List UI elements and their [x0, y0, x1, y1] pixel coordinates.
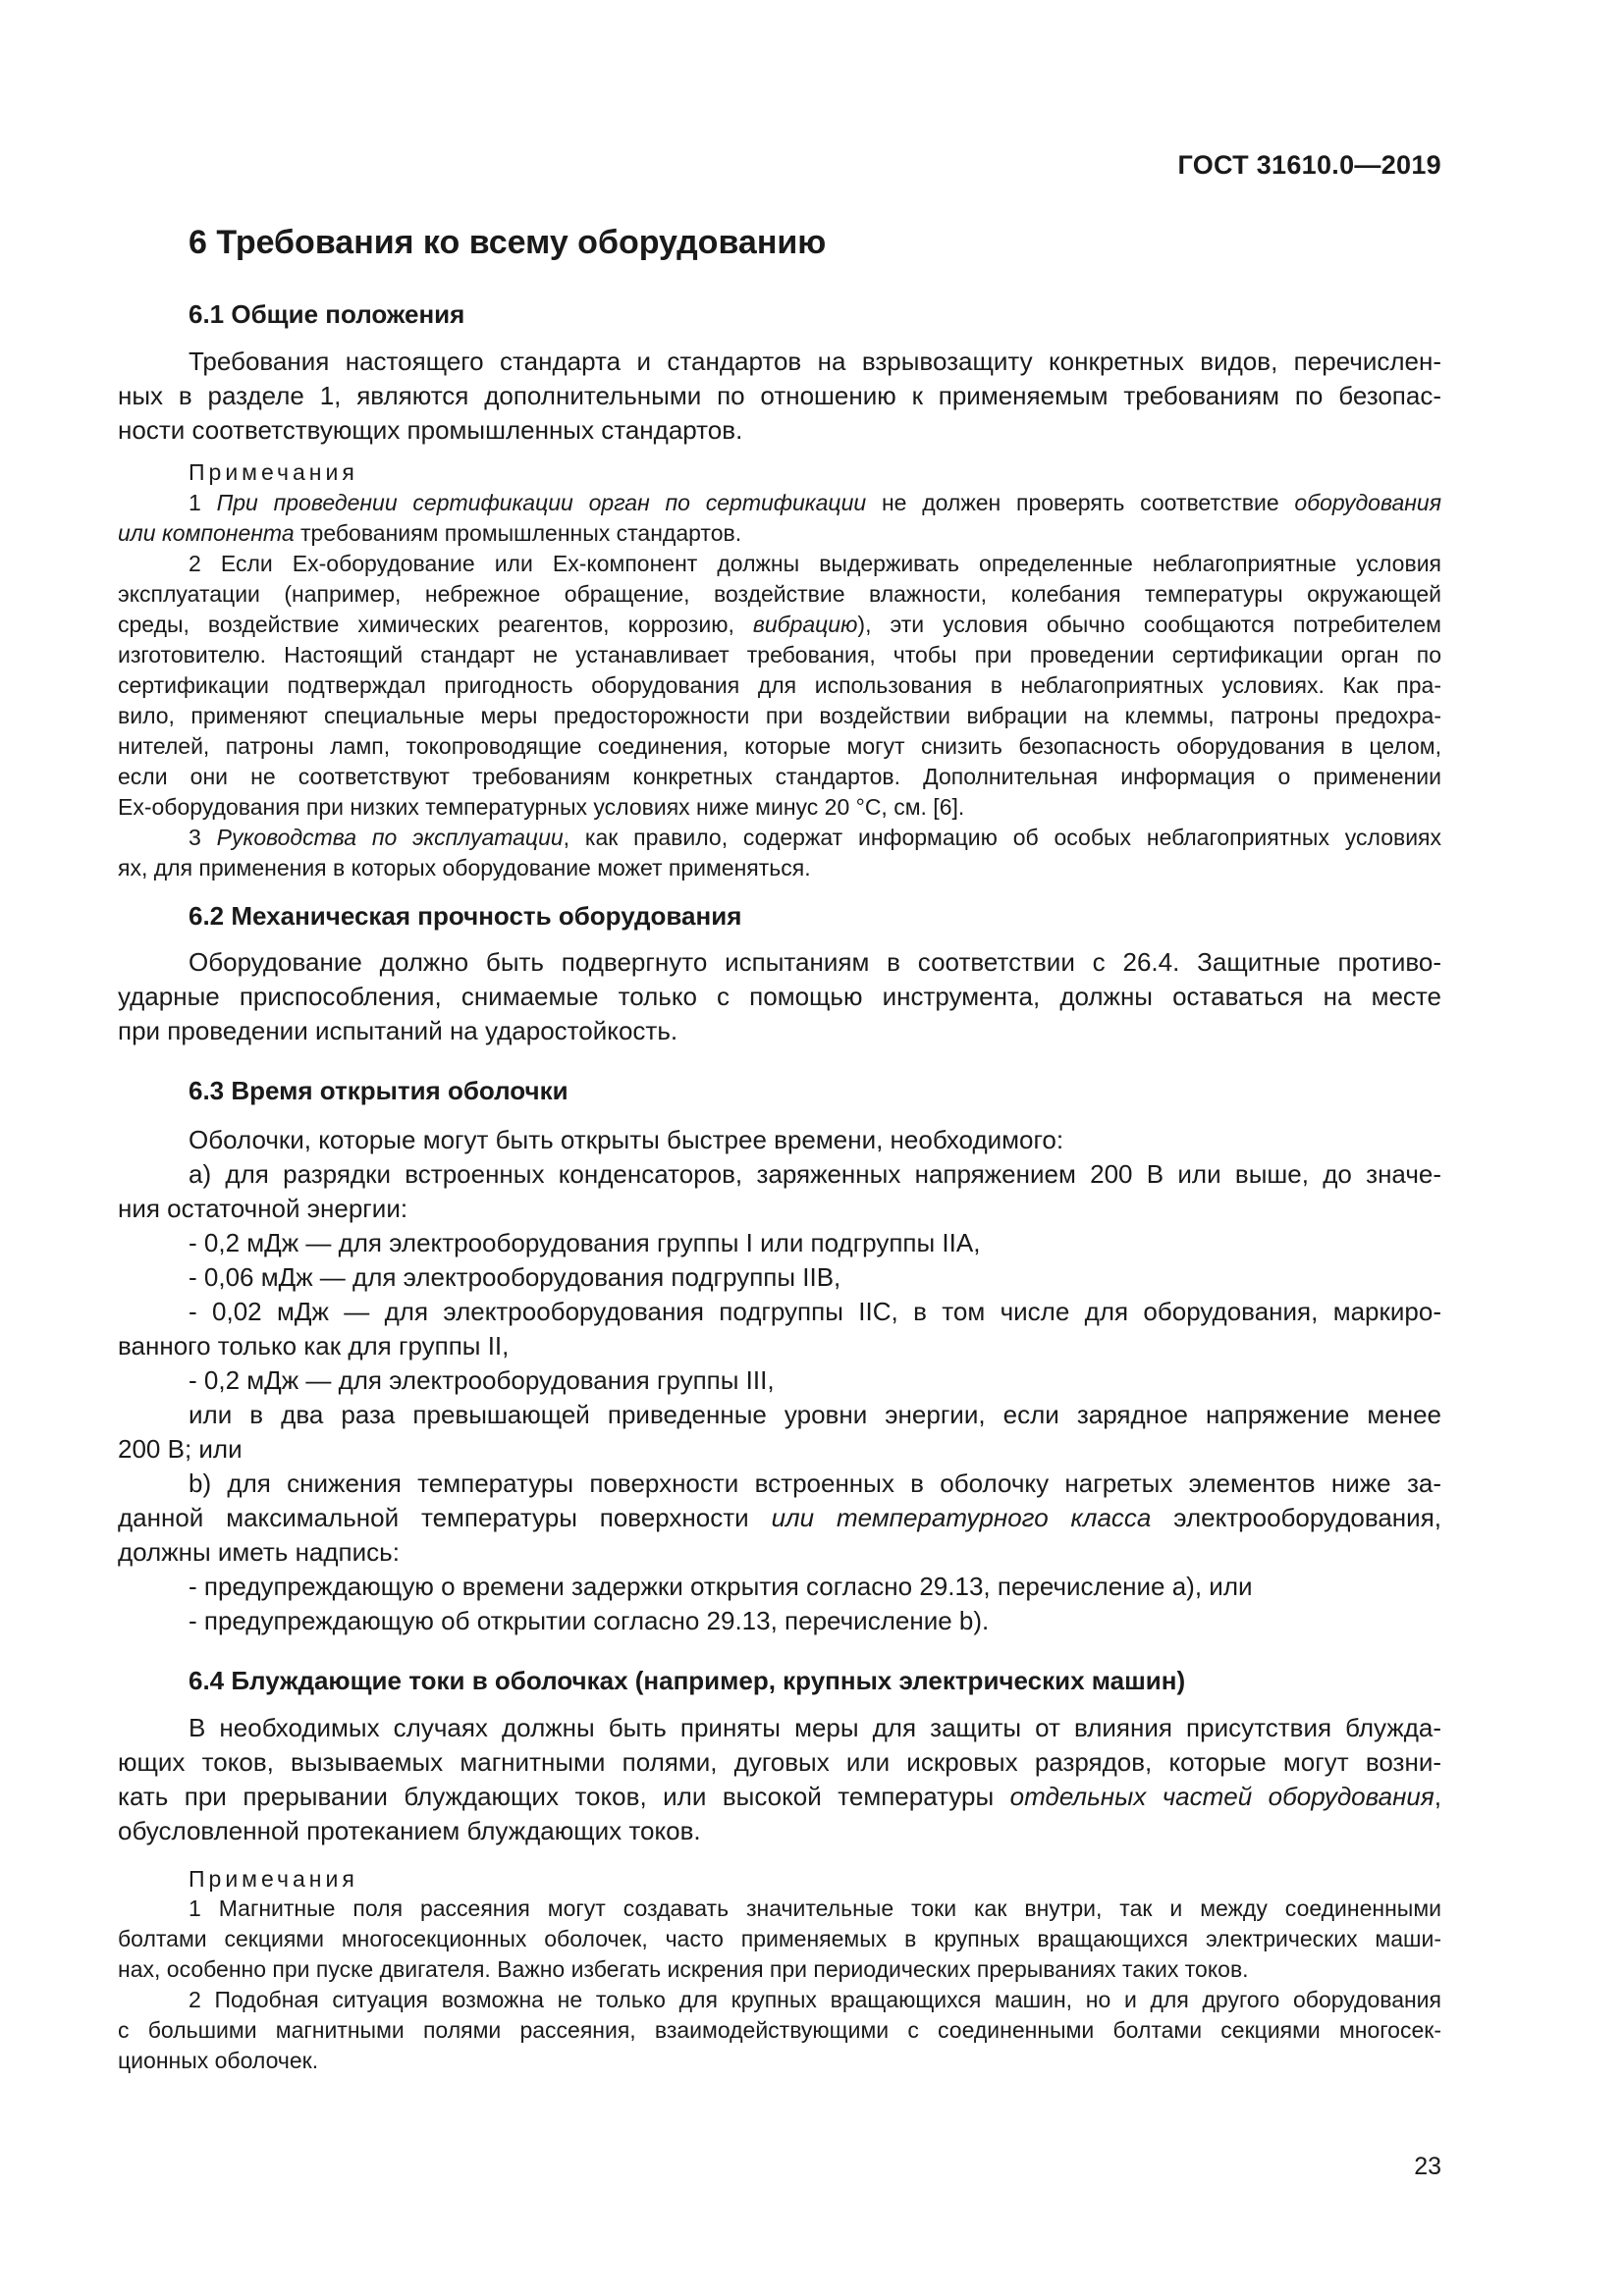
document-code: ГОСТ 31610.0—2019 — [1177, 150, 1441, 180]
italic-text: Руководства по эксплуатации — [216, 825, 564, 850]
list-item: - 0,2 мДж — для электрооборудования группы III, — [189, 1365, 775, 1395]
text-line: с большими магнитными полями рассеяния, взаимодействующими с соединенными болтами секциями многосек- — [118, 2017, 1441, 2043]
note-6-4-2 — [118, 1985, 1441, 2076]
text-line: Ex-оборудования при низких температурных условиях ниже минус 20 °С, см. [6]. — [118, 794, 965, 820]
text-line — [118, 518, 1441, 549]
italic-text: отдельных частей оборудования — [1009, 1782, 1435, 1811]
page-number: 23 — [1414, 2153, 1441, 2180]
text-line — [118, 610, 1441, 640]
text-line — [118, 1780, 1441, 1814]
list-item: - 0,06 мДж — для электрооборудования подгруппы IIВ, — [189, 1262, 841, 1292]
text-run: среды, воздействие химических реагентов, коррозию, — [118, 612, 753, 637]
italic-text: или температурного класса — [771, 1503, 1152, 1532]
text-line: 1 Магнитные поля рассеяния могут создавать значительные токи как внутри, так и между соединенными — [189, 1896, 1441, 1921]
text-line: обусловленной протеканием блуждающих токов. — [118, 1816, 701, 1845]
text-run: данной максимальной температуры поверхности — [118, 1503, 772, 1532]
note-number: 1 — [189, 490, 201, 515]
subsection-title-6-1: 6.1 Общие положения — [189, 299, 465, 329]
note-2 — [118, 549, 1441, 823]
text-line: ющих токов, вызываемых магнитными полями, дуговых или искровых разрядов, которые могут возни- — [118, 1747, 1441, 1777]
text-run: требованиям промышленных стандартов. — [294, 520, 742, 546]
text-line — [118, 823, 1441, 853]
text-line: ности соответствующих промышленных стандартов. — [118, 415, 743, 445]
text-line: сертификации подтверждал пригодность оборудования для использования в неблагоприятных условиях. Как пра- — [118, 672, 1441, 698]
text-line: В необходимых случаях должны быть приняты меры для защиты от влияния присутствия блужда- — [189, 1713, 1441, 1742]
italic-text: вибрацию — [752, 612, 858, 637]
text-line: Оболочки, которые могут быть открыты быстрее времени, необходимого: — [189, 1125, 1064, 1154]
text-line: ударные приспособления, снимаемые только с помощью инструмента, должны оставаться на месте — [118, 982, 1441, 1011]
text-line: Оборудование должно быть подвергнуто испытаниям в соответствии с 26.4. Защитные противо- — [189, 947, 1441, 977]
text-line — [118, 1501, 1441, 1535]
notes-label: Примечания — [189, 459, 358, 485]
text-run: электрооборудования, — [1151, 1503, 1441, 1532]
paragraph-6-2 — [118, 945, 1441, 1048]
text-line: если они не соответствуют требованиям конкретных стандартов. Дополнительная информация о применении — [118, 764, 1441, 789]
note-3 — [118, 823, 1441, 883]
text-line: ванного только как для группы II, — [118, 1331, 510, 1361]
text-line: ных в разделе 1, являются дополнительными по отношению к применяемым требованиям по безопас- — [118, 381, 1441, 410]
text-run: ), эти условия обычно сообщаются потребителем — [857, 612, 1441, 637]
text-line: болтами секциями многосекционных оболочек, часто применяемых в крупных вращающихся электрических маши- — [118, 1926, 1441, 1951]
paragraph-6-4 — [118, 1711, 1441, 1848]
note-number: 3 — [189, 825, 217, 850]
text-line: 200 В; или — [118, 1434, 243, 1464]
paragraph-6-1 — [118, 345, 1441, 448]
text-line: изготовителю. Настоящий стандарт не устанавливает требования, чтобы при проведении сертификации орган по — [118, 642, 1441, 667]
text-line: b) для снижения температуры поверхности встроенных в оболочку нагретых элементов ниже за- — [189, 1468, 1441, 1498]
text-line: или в два раза превышающей приведенные уровни энергии, если зарядное напряжение менее — [189, 1400, 1441, 1429]
text-line: 2 Если Ex-оборудование или Ex-компонент должны выдерживать определенные неблагоприятные условия — [189, 551, 1441, 576]
paragraph-6-3 — [118, 1123, 1441, 1638]
text-line: вило, применяют специальные меры предосторожности при воздействии вибрации на клеммы, патроны предохра- — [118, 703, 1441, 728]
text-line: Требования настоящего стандарта и стандартов на взрывозащиту конкретных видов, перечислен- — [189, 347, 1441, 376]
text-line: ционных оболочек. — [118, 2048, 319, 2073]
list-item: - предупреждающую о времени задержки открытия согласно 29.13, перечисление а), или — [189, 1572, 1253, 1601]
italic-text: или компонента — [118, 520, 295, 546]
text-run: , как правило, содержат информацию об особых неблагоприятных условиях — [563, 825, 1442, 850]
text-line: при проведении испытаний на ударостойкость. — [118, 1016, 678, 1045]
text-line: а) для разрядки встроенных конденсаторов, заряженных напряжением 200 В или выше, до значе- — [189, 1159, 1441, 1189]
text-line: должны иметь надпись: — [118, 1537, 400, 1567]
text-line: ния остаточной энергии: — [118, 1194, 408, 1223]
italic-text: При проведении сертификации орган по сертификации — [216, 490, 867, 515]
text-line: эксплуатации (например, небрежное обращение, воздействие влажности, колебания температуры окружающей — [118, 581, 1441, 607]
text-line: 2 Подобная ситуация возможна не только для крупных вращающихся машин, но и для другого оборудования — [189, 1987, 1441, 2012]
text-line: ях, для применения в которых оборудование может применяться. — [118, 855, 811, 881]
text-run: не должен проверять соответствие — [866, 490, 1295, 515]
section-title: 6 Требования ко всему оборудованию — [189, 224, 827, 261]
text-run: кать при прерывании блуждающих токов, или высокой температуры — [118, 1782, 1010, 1811]
list-item: - предупреждающую об открытии согласно 29.13, перечисление b). — [189, 1606, 990, 1635]
subsection-title-6-4: 6.4 Блуждающие токи в оболочках (например, крупных электрических машин) — [189, 1666, 1186, 1695]
text-line — [118, 488, 1441, 518]
text-line: нах, особенно при пуске двигателя. Важно избегать искрения при периодических прерываниях таких токов. — [118, 1956, 1249, 1982]
subsection-title-6-3: 6.3 Время открытия оболочки — [189, 1076, 568, 1105]
text-line: нителей, патроны ламп, токопроводящие соединения, которые могут снизить безопасность оборудования в целом, — [118, 733, 1441, 759]
subsection-title-6-2: 6.2 Механическая прочность оборудования — [189, 901, 742, 931]
text-run: , — [1434, 1782, 1441, 1811]
note-6-4-1 — [118, 1894, 1441, 1985]
list-item: - 0,2 мДж — для электрооборудования группы I или подгруппы IIА, — [189, 1228, 981, 1257]
note-1 — [118, 488, 1441, 549]
notes-label: Примечания — [189, 1866, 358, 1892]
italic-text: оборудования — [1294, 490, 1441, 515]
list-item: - 0,02 мДж — для электрооборудования подгруппы IIС, в том числе для оборудования, маркиро- — [189, 1297, 1441, 1326]
